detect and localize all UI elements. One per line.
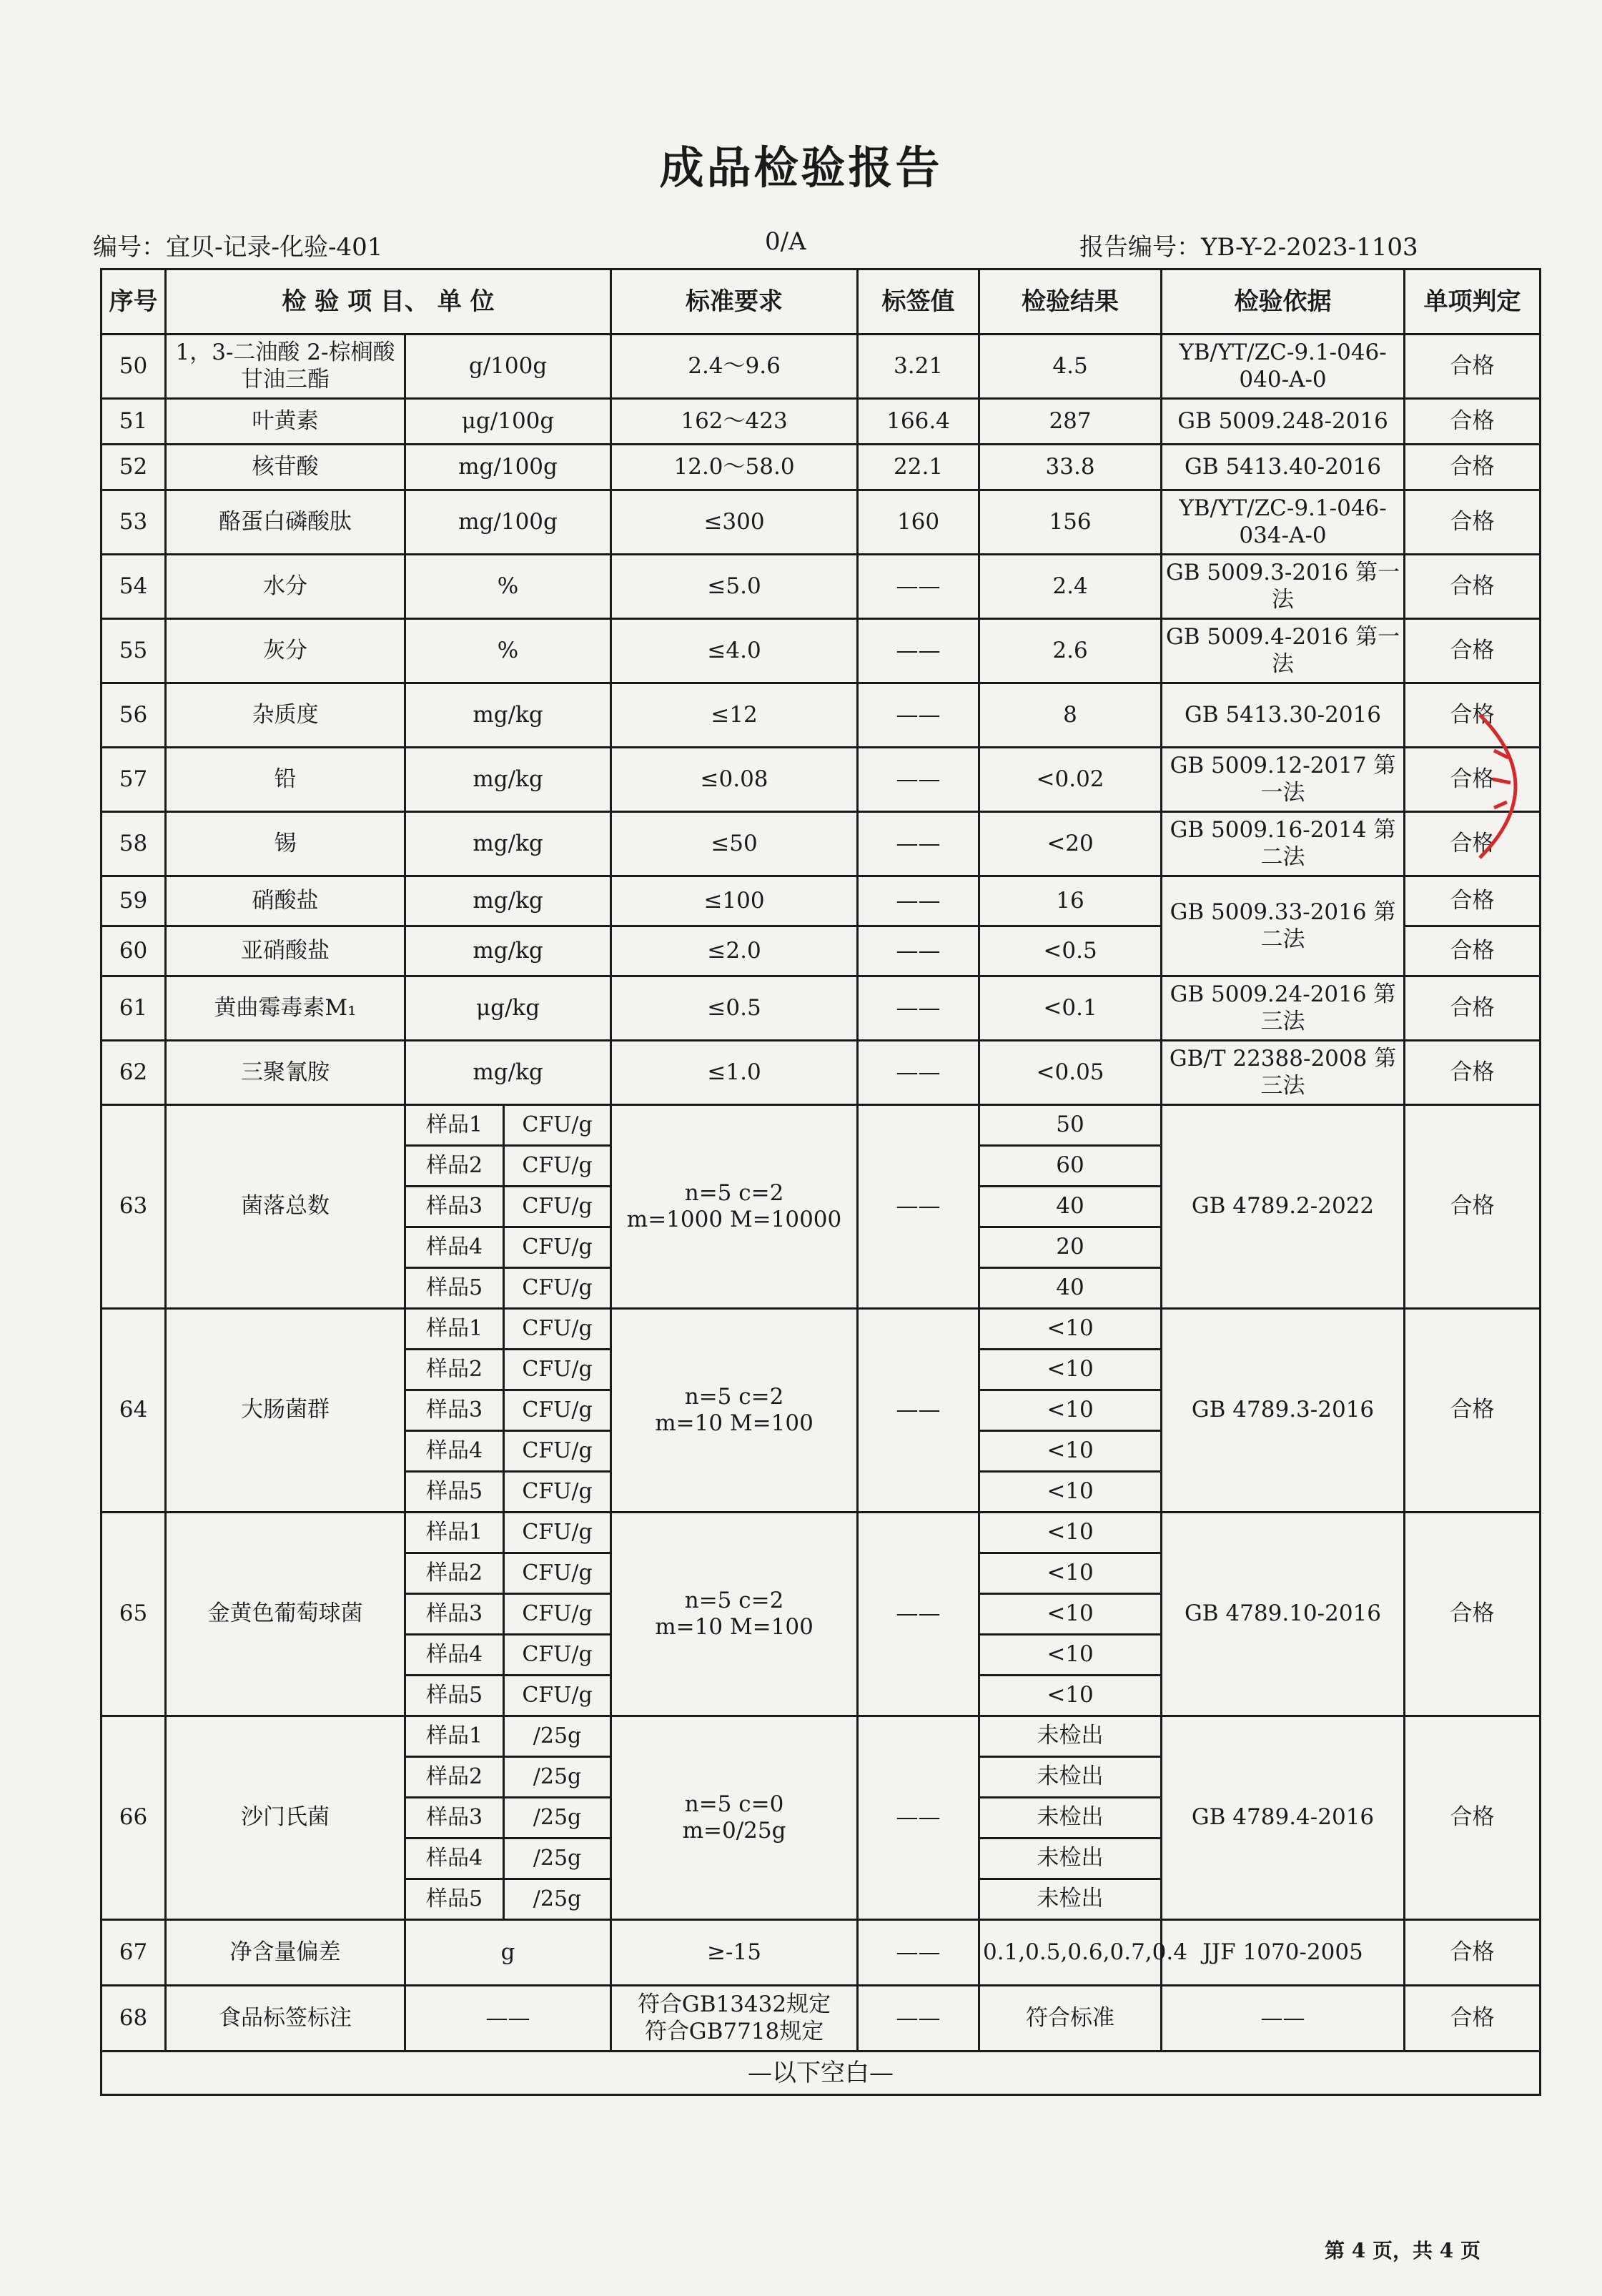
judgement: 合格 [1405,1041,1541,1105]
requirement-line: m=10 M=100 [655,1410,814,1436]
result: 未检出 [979,1798,1162,1839]
result: <0.5 [979,926,1162,976]
sample-label: 样品1 [405,1513,504,1553]
result: <0.02 [979,748,1162,812]
row-number: 51 [102,399,166,445]
requirement: 162～423 [611,399,858,445]
row-number: 67 [102,1920,166,1986]
table-row [102,555,1541,619]
table-row [102,619,1541,683]
requirement: ≤4.0 [611,619,858,683]
unit: CFU/g [504,1227,611,1268]
test-item: 黄曲霉毒素M₁ [166,976,405,1041]
test-item: 杂质度 [166,683,405,748]
test-item: 灰分 [166,619,405,683]
sample-label: 样品4 [405,1227,504,1268]
unit: CFU/g [504,1635,611,1676]
result: 未检出 [979,1757,1162,1798]
test-item: 硝酸盐 [166,876,405,926]
judgement: 合格 [1405,1309,1541,1513]
result: 未检出 [979,1879,1162,1920]
test-basis: GB 5009.248-2016 [1162,399,1405,445]
result: 156 [979,490,1162,555]
test-item: 锡 [166,812,405,876]
requirement [611,1513,858,1716]
result: <10 [979,1553,1162,1594]
judgement: 合格 [1405,812,1541,876]
end-note: —以下空白— [102,2052,1541,2095]
judgement: 合格 [1405,1513,1541,1716]
test-item: 铅 [166,748,405,812]
judgement: 合格 [1405,555,1541,619]
result: 20 [979,1227,1162,1268]
sample-label: 样品1 [405,1716,504,1757]
table-row [102,976,1541,1041]
label-value: —— [858,1986,979,2052]
requirement [611,1105,858,1309]
requirement: 2.4～9.6 [611,335,858,399]
test-basis: GB 5009.16-2014 第二法 [1162,812,1405,876]
sample-label: 样品4 [405,1839,504,1879]
judgement: 合格 [1405,876,1541,926]
row-number: 62 [102,1041,166,1105]
unit: CFU/g [504,1187,611,1227]
table-row [102,683,1541,748]
label-value: 22.1 [858,445,979,490]
row-number: 59 [102,876,166,926]
row-number: 60 [102,926,166,976]
test-basis: GB 4789.10-2016 [1162,1513,1405,1716]
result: 60 [979,1146,1162,1187]
result: 40 [979,1187,1162,1227]
result: <10 [979,1513,1162,1553]
unit: CFU/g [504,1553,611,1594]
result: 2.4 [979,555,1162,619]
row-number: 56 [102,683,166,748]
requirement: ≤5.0 [611,555,858,619]
sample-label: 样品4 [405,1635,504,1676]
result: <10 [979,1676,1162,1716]
requirement [611,1309,858,1513]
test-basis: GB 4789.3-2016 [1162,1309,1405,1513]
requirement: 12.0～58.0 [611,445,858,490]
requirement-line: n=5 c=2 [684,1179,784,1206]
requirement-line: m=10 M=100 [655,1614,814,1640]
record-number: 编号：宜贝-记录-化验-401 [93,233,383,262]
label-value: 3.21 [858,335,979,399]
label-value: —— [858,812,979,876]
requirement: ≤12 [611,683,858,748]
test-item: 大肠菌群 [166,1309,405,1513]
test-basis: GB 4789.4-2016 [1162,1716,1405,1920]
result: 16 [979,876,1162,926]
judgement: 合格 [1405,683,1541,748]
unit: CFU/g [504,1309,611,1350]
test-item: 食品标签标注 [166,1986,405,2052]
result: <10 [979,1309,1162,1350]
unit: mg/kg [405,1041,611,1105]
requirement [611,1986,858,2052]
label-value: —— [858,876,979,926]
test-basis: GB 4789.2-2022 [1162,1105,1405,1309]
row-number: 64 [102,1309,166,1513]
table-row [102,399,1541,445]
requirement [611,1716,858,1920]
label-value: —— [858,1041,979,1105]
table-row [102,445,1541,490]
result: 未检出 [979,1839,1162,1879]
unit: /25g [504,1757,611,1798]
label-value: 166.4 [858,399,979,445]
header-judgement: 单项判定 [1405,269,1541,335]
test-basis: JJF 1070-2005 [1162,1920,1405,1986]
requirement: ≤100 [611,876,858,926]
requirement-line: n=5 c=2 [684,1383,784,1410]
unit: mg/kg [405,876,611,926]
row-number: 57 [102,748,166,812]
table-row [102,812,1541,876]
unit: mg/kg [405,812,611,876]
test-basis: GB 5009.3-2016 第一法 [1162,555,1405,619]
test-item: 核苷酸 [166,445,405,490]
unit: CFU/g [504,1676,611,1716]
row-number: 65 [102,1513,166,1716]
test-item: 三聚氰胺 [166,1041,405,1105]
judgement: 合格 [1405,399,1541,445]
label-value: —— [858,1513,979,1716]
sample-label: 样品5 [405,1676,504,1716]
test-basis: GB 5009.24-2016 第三法 [1162,976,1405,1041]
header-no: 序号 [102,269,166,335]
unit: mg/kg [405,683,611,748]
test-basis: GB 5413.40-2016 [1162,445,1405,490]
header-basis: 检验依据 [1162,269,1405,335]
row-number: 66 [102,1716,166,1920]
judgement: 合格 [1405,445,1541,490]
result: 50 [979,1105,1162,1146]
seal-stamp [1473,708,1558,865]
result: 8 [979,683,1162,748]
label-value: —— [858,1716,979,1920]
judgement: 合格 [1405,1105,1541,1309]
requirement: ≤300 [611,490,858,555]
requirement-line: n=5 c=2 [684,1587,784,1613]
sample-label: 样品3 [405,1594,504,1635]
unit: g/100g [405,335,611,399]
requirement-line: 符合GB13432规定 [637,1991,831,2018]
header-label-value: 标签值 [858,269,979,335]
test-basis: GB/T 22388-2008 第三法 [1162,1041,1405,1105]
label-value: 160 [858,490,979,555]
table-row [102,876,1541,926]
unit: /25g [504,1879,611,1920]
label-value: —— [858,619,979,683]
result: 40 [979,1268,1162,1309]
unit: CFU/g [504,1431,611,1472]
test-basis: GB 5009.33-2016 第二法 [1162,876,1405,976]
test-basis: YB/YT/ZC-9.1-046-040-A-0 [1162,335,1405,399]
report-title: 成品检验报告 [659,142,943,194]
version-code: 0/A [765,227,806,256]
table-row [102,1309,1541,1350]
judgement: 合格 [1405,335,1541,399]
table-row [102,335,1541,399]
sample-label: 样品2 [405,1553,504,1594]
test-item: 净含量偏差 [166,1920,405,1986]
judgement: 合格 [1405,1986,1541,2052]
label-value: —— [858,1309,979,1513]
requirement: ≤1.0 [611,1041,858,1105]
sample-label: 样品1 [405,1309,504,1350]
sample-label: 样品5 [405,1472,504,1513]
label-value: —— [858,748,979,812]
requirement: ≤2.0 [611,926,858,976]
sample-label: 样品2 [405,1350,504,1390]
row-number: 58 [102,812,166,876]
judgement: 合格 [1405,976,1541,1041]
result: 4.5 [979,335,1162,399]
sample-label: 样品3 [405,1187,504,1227]
unit: CFU/g [504,1472,611,1513]
header-item: 检 验 项 目、 单 位 [166,269,611,335]
label-value: —— [858,976,979,1041]
test-item: 叶黄素 [166,399,405,445]
result: <10 [979,1594,1162,1635]
result: 符合标准 [979,1986,1162,2052]
result: <10 [979,1390,1162,1431]
header-requirement: 标准要求 [611,269,858,335]
test-item: 沙门氏菌 [166,1716,405,1920]
sample-label: 样品1 [405,1105,504,1146]
unit: CFU/g [504,1594,611,1635]
result: <10 [979,1431,1162,1472]
result: <10 [979,1635,1162,1676]
sample-label: 样品3 [405,1798,504,1839]
header-result: 检验结果 [979,269,1162,335]
table-row [102,1716,1541,1757]
page-footer: 第 4 页，共 4 页 [1325,2239,1480,2262]
result: 2.6 [979,619,1162,683]
requirement-line: 符合GB7718规定 [644,2018,824,2044]
judgement: 合格 [1405,926,1541,976]
test-item: 亚硝酸盐 [166,926,405,976]
table-header [102,269,1541,335]
unit: μg/kg [405,976,611,1041]
table-row [102,490,1541,555]
result: 33.8 [979,445,1162,490]
report-number: 报告编号：YB-Y-2-2023-1103 [1079,233,1418,262]
row-number: 50 [102,335,166,399]
unit: CFU/g [504,1513,611,1553]
row-number: 61 [102,976,166,1041]
table-row [102,1986,1541,2052]
test-item: 1，3-二油酸 2-棕榈酸甘油三酯 [166,335,405,399]
test-basis: GB 5413.30-2016 [1162,683,1405,748]
test-basis: GB 5009.4-2016 第一法 [1162,619,1405,683]
unit: CFU/g [504,1390,611,1431]
table-row [102,1920,1541,1986]
judgement: 合格 [1405,619,1541,683]
test-item: 菌落总数 [166,1105,405,1309]
row-number: 54 [102,555,166,619]
table-row [102,2052,1541,2095]
unit: /25g [504,1798,611,1839]
result: <0.05 [979,1041,1162,1105]
table-row [102,1513,1541,1553]
unit: /25g [504,1839,611,1879]
row-number: 68 [102,1986,166,2052]
requirement-line: n=5 c=0 [684,1791,784,1817]
sample-label: 样品5 [405,1879,504,1920]
unit: CFU/g [504,1105,611,1146]
unit: % [405,619,611,683]
unit: % [405,555,611,619]
inspection-table [100,268,1541,2096]
judgement: 合格 [1405,1920,1541,1986]
requirement: ≥-15 [611,1920,858,1986]
judgement: 合格 [1405,490,1541,555]
unit: mg/100g [405,490,611,555]
result: 287 [979,399,1162,445]
unit: CFU/g [504,1350,611,1390]
table-row [102,1105,1541,1146]
unit: CFU/g [504,1146,611,1187]
judgement: 合格 [1405,1716,1541,1920]
label-value: —— [858,926,979,976]
sample-label: 样品3 [405,1390,504,1431]
requirement: ≤0.5 [611,976,858,1041]
label-value: —— [858,1105,979,1309]
test-item: 酪蛋白磷酸肽 [166,490,405,555]
result: <10 [979,1472,1162,1513]
result: 未检出 [979,1716,1162,1757]
row-number: 63 [102,1105,166,1309]
table-row [102,748,1541,812]
unit: —— [405,1986,611,2052]
unit: μg/100g [405,399,611,445]
unit: mg/100g [405,445,611,490]
sample-label: 样品4 [405,1431,504,1472]
label-value: —— [858,683,979,748]
result: <20 [979,812,1162,876]
result: 0.1,0.5,0.6,0.7,0.4 [979,1920,1162,1986]
judgement: 合格 [1405,748,1541,812]
requirement-line: m=1000 M=10000 [626,1207,842,1232]
unit: CFU/g [504,1268,611,1309]
requirement: ≤0.08 [611,748,858,812]
test-item: 水分 [166,555,405,619]
sample-label: 样品2 [405,1146,504,1187]
test-basis: GB 5009.12-2017 第一法 [1162,748,1405,812]
unit: mg/kg [405,748,611,812]
unit: /25g [504,1716,611,1757]
test-basis: YB/YT/ZC-9.1-046-034-A-0 [1162,490,1405,555]
label-value: —— [858,555,979,619]
sample-label: 样品5 [405,1268,504,1309]
label-value: —— [858,1920,979,1986]
row-number: 53 [102,490,166,555]
requirement: ≤50 [611,812,858,876]
result: <10 [979,1350,1162,1390]
row-number: 52 [102,445,166,490]
result: <0.1 [979,976,1162,1041]
unit: mg/kg [405,926,611,976]
table-row [102,1041,1541,1105]
sample-label: 样品2 [405,1757,504,1798]
row-number: 55 [102,619,166,683]
unit: g [405,1920,611,1986]
requirement-line: m=0/25g [682,1818,786,1844]
test-item: 金黄色葡萄球菌 [166,1513,405,1716]
test-basis: —— [1162,1986,1405,2052]
